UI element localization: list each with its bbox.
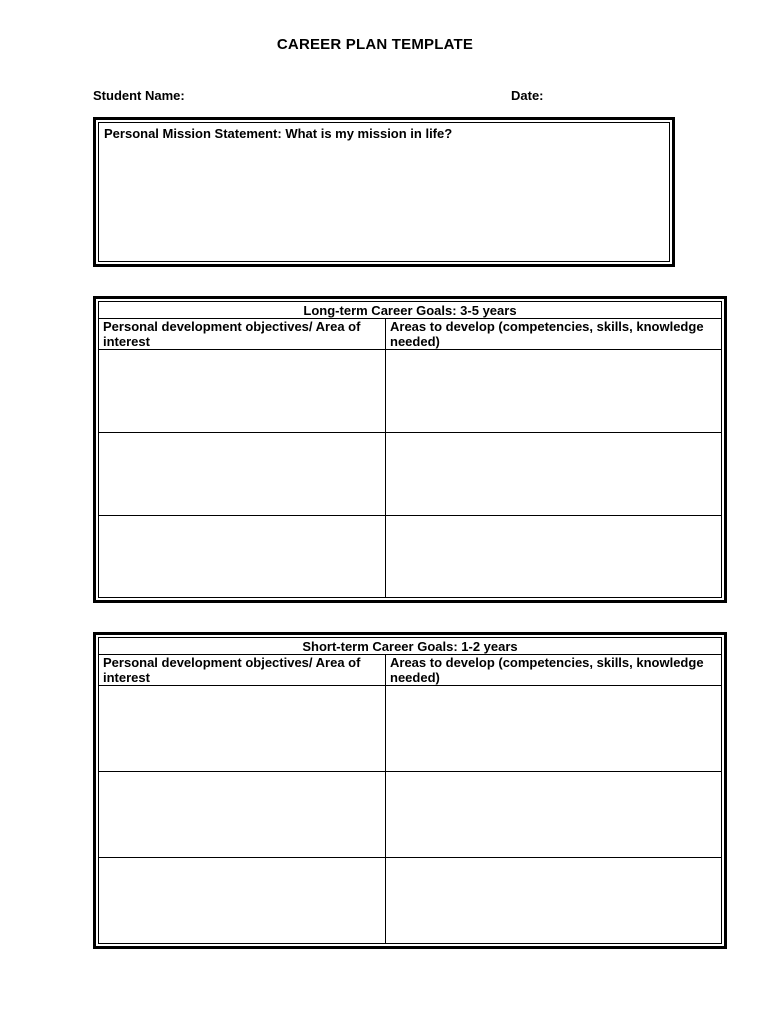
long-term-goals-table [98, 301, 722, 598]
long-term-row3-objective-cell[interactable] [99, 516, 386, 598]
mission-statement-label: Personal Mission Statement: What is my mission in life? [104, 126, 453, 141]
mission-statement-box[interactable] [93, 117, 675, 267]
short-term-col1-header: Personal development objectives/ Area of interest [99, 655, 386, 686]
short-term-goals-box [93, 632, 727, 949]
short-term-goals-table [98, 637, 722, 944]
long-term-caption: Long-term Career Goals: 3-5 years [99, 302, 722, 319]
long-term-col2-header: Areas to develop (competencies, skills, knowledge needed) [386, 319, 722, 350]
long-term-row3-areas-cell[interactable] [386, 516, 722, 598]
long-term-goals-box [93, 296, 727, 603]
date-label: Date: [511, 88, 544, 103]
long-term-row2-objective-cell[interactable] [99, 433, 386, 516]
short-term-row2-objective-cell[interactable] [99, 772, 386, 858]
short-term-row1-areas-cell[interactable] [386, 686, 722, 772]
long-term-row2-areas-cell[interactable] [386, 433, 722, 516]
long-term-col1-header: Personal development objectives/ Area of interest [99, 319, 386, 350]
short-term-row2-areas-cell[interactable] [386, 772, 722, 858]
page-title: CAREER PLAN TEMPLATE [276, 36, 474, 53]
short-term-caption: Short-term Career Goals: 1-2 years [99, 638, 722, 655]
student-name-label: Student Name: [93, 88, 185, 103]
short-term-col2-header: Areas to develop (competencies, skills, knowledge needed) [386, 655, 722, 686]
mission-statement-inner [98, 122, 670, 262]
long-term-row1-areas-cell[interactable] [386, 350, 722, 433]
long-term-row1-objective-cell[interactable] [99, 350, 386, 433]
short-term-row1-objective-cell[interactable] [99, 686, 386, 772]
short-term-row3-objective-cell[interactable] [99, 858, 386, 944]
short-term-row3-areas-cell[interactable] [386, 858, 722, 944]
